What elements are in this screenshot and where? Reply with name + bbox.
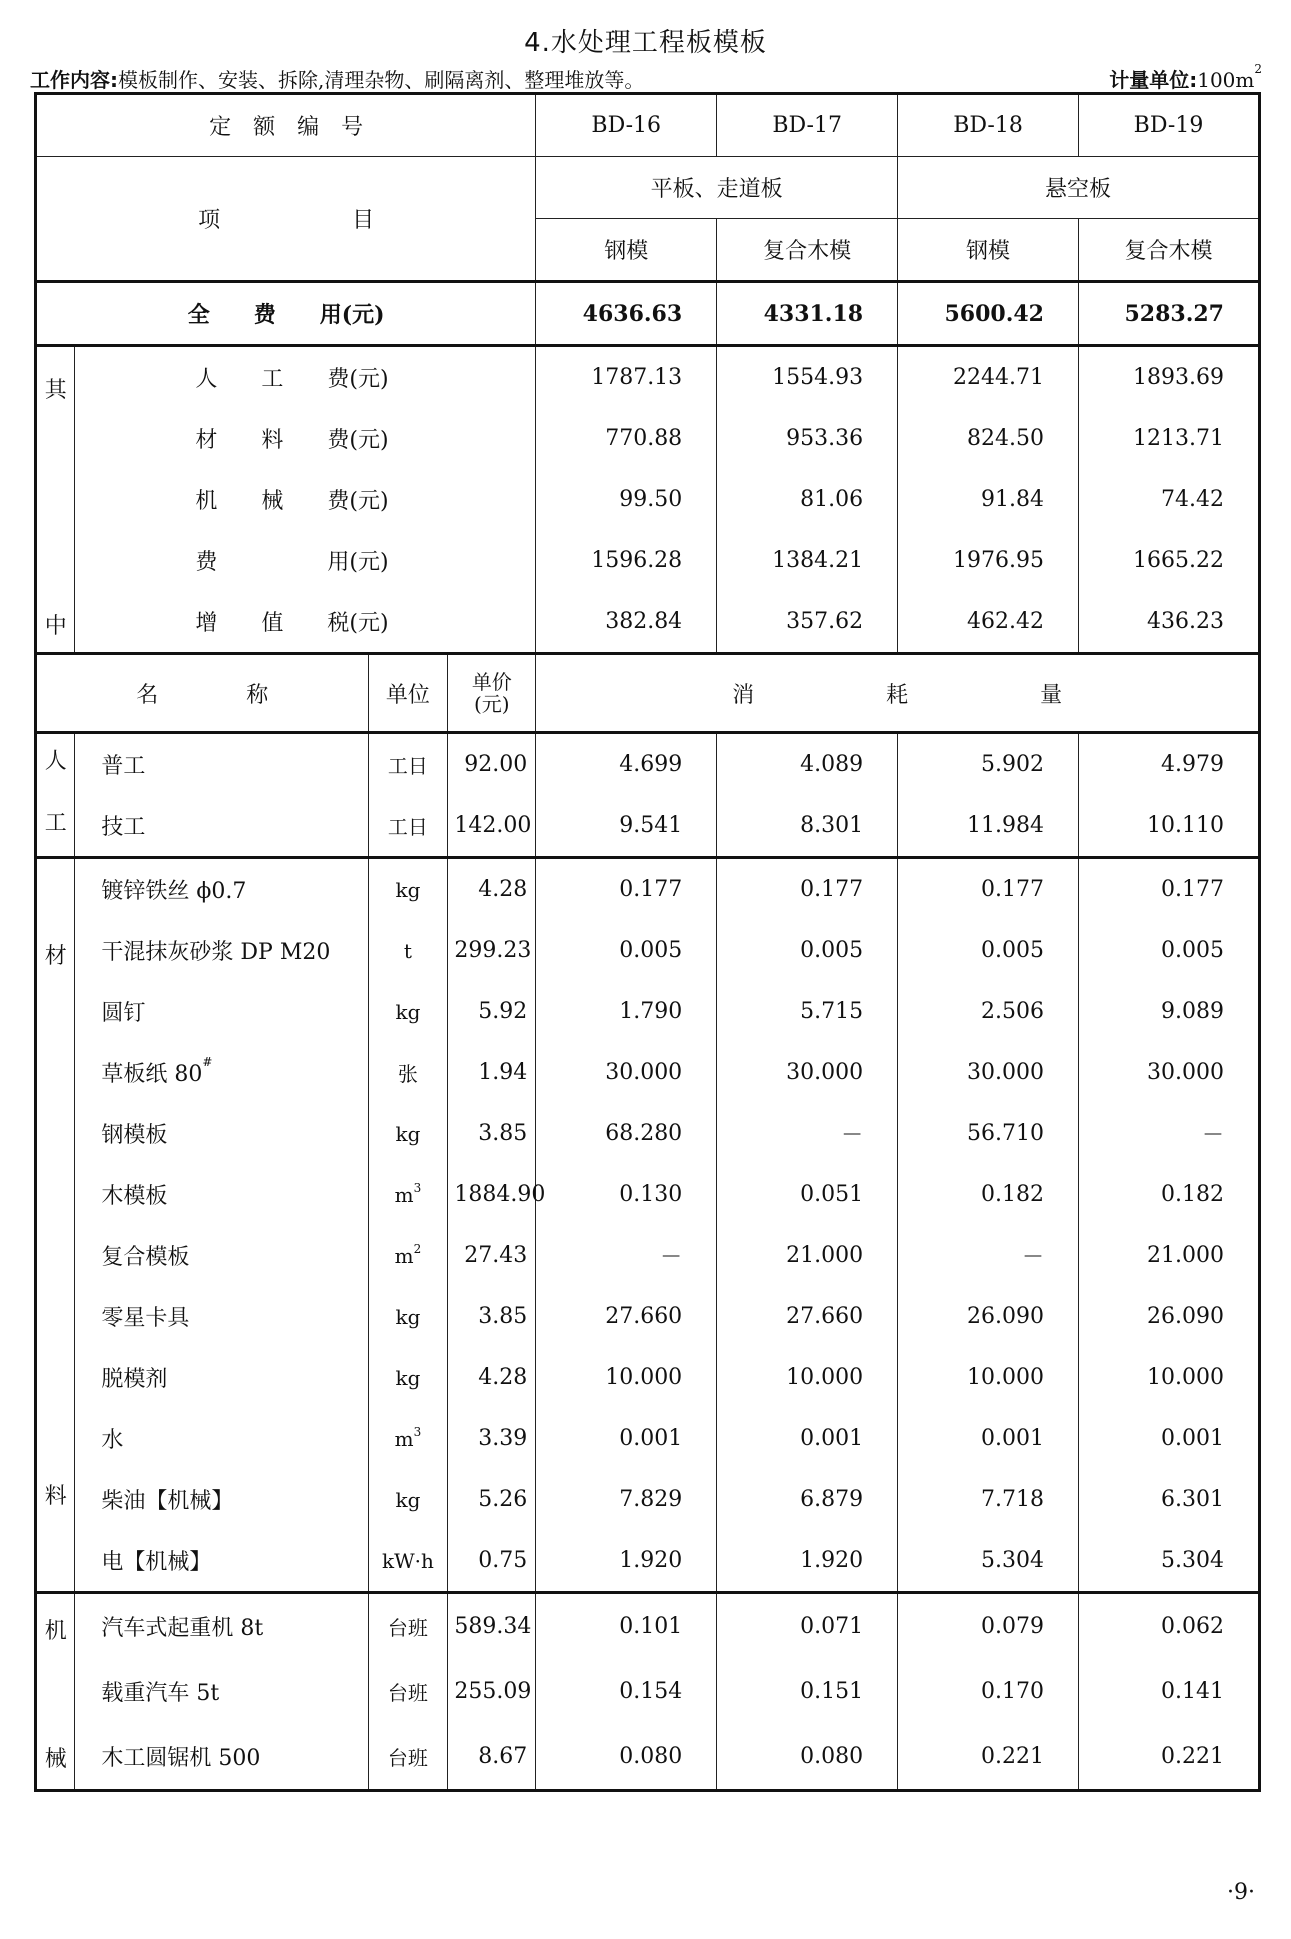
consumption-value: 6.301 [1079, 1469, 1260, 1530]
labor-unit-text: 工日 [387, 754, 428, 778]
consumption-value: 0.071 [717, 1593, 898, 1660]
total-value: 5600.42 [898, 282, 1079, 346]
page-title: 4.水处理工程板模板 [524, 28, 767, 58]
labor-price: 92.00 [448, 733, 536, 796]
breakdown-label: 费 用(元) [75, 530, 536, 591]
breakdown-value: 953.36 [717, 408, 898, 469]
breakdown-value: 81.06 [717, 469, 898, 530]
breakdown-value: 1213.71 [1079, 408, 1260, 469]
labor-price: 142.00 [448, 795, 536, 858]
material-name-text: 柴油【机械】 [101, 1489, 234, 1514]
machinery-row [36, 1593, 1260, 1660]
consumption-value: 0.130 [536, 1164, 717, 1225]
consumption-value: － [536, 1225, 717, 1286]
breakdown-value: 1893.69 [1079, 346, 1260, 409]
consumption-value: 8.301 [717, 795, 898, 858]
breakdown-side-top: 其 [44, 378, 67, 403]
breakdown-value: 824.50 [898, 408, 1079, 469]
material-row [36, 1103, 1260, 1164]
material-name-text: 电【机械】 [101, 1550, 212, 1575]
code-cell: BD-17 [717, 94, 898, 157]
measurement-unit [1109, 64, 1262, 93]
material-unit-superscript: 3 [413, 1180, 422, 1195]
consumption-value: 0.062 [1079, 1593, 1260, 1660]
consumption-value: 0.170 [898, 1659, 1079, 1724]
breakdown-value: 1665.22 [1079, 530, 1260, 591]
material-price: 1.94 [448, 1042, 536, 1103]
breakdown-label: 人 工 费(元) [75, 346, 536, 409]
consumption-value: 0.177 [536, 858, 717, 921]
machinery-name [75, 1659, 368, 1724]
material-row [36, 1408, 1260, 1469]
material-price: 5.26 [448, 1469, 536, 1530]
consumption-header: 消 耗 量 [536, 654, 1260, 733]
material-unit-text: kg [395, 1487, 421, 1512]
consumption-value: 30.000 [1079, 1042, 1260, 1103]
material-name [75, 858, 368, 921]
material-unit-text: kg [395, 999, 421, 1024]
machinery-side-top: 机 [44, 1619, 67, 1644]
machinery-unit-text: 台班 [387, 1681, 428, 1705]
machinery-row [36, 1724, 1260, 1791]
consumption-value: 0.221 [1079, 1724, 1260, 1791]
material-name [75, 1408, 368, 1469]
consumption-value: 7.829 [536, 1469, 717, 1530]
machinery-price: 255.09 [448, 1659, 536, 1724]
consumption-value: 5.304 [1079, 1530, 1260, 1593]
breakdown-value: 1596.28 [536, 530, 717, 591]
material-unit-text: m [394, 1182, 414, 1207]
material-unit-text: kg [395, 1304, 421, 1329]
consumption-value: 0.001 [1079, 1408, 1260, 1469]
code-cell: BD-18 [898, 94, 1079, 157]
material-name-text: 脱模剂 [101, 1367, 168, 1392]
material-price: 0.75 [448, 1530, 536, 1593]
price-header [448, 654, 536, 733]
material-row [36, 858, 1260, 921]
labor-unit [368, 733, 448, 796]
subtype-cell: 钢模 [898, 219, 1079, 282]
consumption-value: 1.920 [717, 1530, 898, 1593]
machinery-price: 8.67 [448, 1724, 536, 1791]
material-unit [368, 1530, 448, 1593]
material-unit-text: kg [395, 877, 421, 902]
consumption-value: 27.660 [717, 1286, 898, 1347]
consumption-value: 10.000 [717, 1347, 898, 1408]
consumption-value: 68.280 [536, 1103, 717, 1164]
consumption-value: 9.541 [536, 795, 717, 858]
consumption-value: 0.182 [1079, 1164, 1260, 1225]
machinery-name [75, 1593, 368, 1660]
consumption-value: 0.005 [717, 920, 898, 981]
material-price: 3.85 [448, 1286, 536, 1347]
material-price: 3.39 [448, 1408, 536, 1469]
breakdown-value: 1554.93 [717, 346, 898, 409]
consumption-value: 0.001 [898, 1408, 1079, 1469]
breakdown-side-label [36, 346, 75, 654]
material-unit [368, 1469, 448, 1530]
consumption-value: 5.902 [898, 733, 1079, 796]
consumption-value: 26.090 [1079, 1286, 1260, 1347]
consumption-value: 6.879 [717, 1469, 898, 1530]
breakdown-value: 1384.21 [717, 530, 898, 591]
material-unit [368, 1164, 448, 1225]
material-row [36, 920, 1260, 981]
unit-label: 计量单位: [1109, 68, 1198, 92]
machinery-name-text: 木工圆锯机 500 [101, 1746, 261, 1771]
column-header-row [36, 654, 1260, 733]
breakdown-row [36, 469, 1260, 530]
consumption-value: 7.718 [898, 1469, 1079, 1530]
consumption-value: 2.506 [898, 981, 1079, 1042]
material-unit-text: kg [395, 1365, 421, 1390]
material-unit [368, 858, 448, 921]
breakdown-value: 1976.95 [898, 530, 1079, 591]
material-unit-text: m [394, 1426, 414, 1451]
breakdown-value: 2244.71 [898, 346, 1079, 409]
breakdown-value: 99.50 [536, 469, 717, 530]
code-cell: BD-16 [536, 94, 717, 157]
material-name-text: 木模板 [101, 1184, 168, 1209]
machinery-unit [368, 1593, 448, 1660]
material-side-label [36, 858, 75, 1593]
consumption-value: 0.154 [536, 1659, 717, 1724]
material-row [36, 1042, 1260, 1103]
material-price: 27.43 [448, 1225, 536, 1286]
consumption-value: 10.000 [898, 1347, 1079, 1408]
consumption-value: 56.710 [898, 1103, 1079, 1164]
breakdown-value: 382.84 [536, 591, 717, 654]
machinery-name-text: 载重汽车 5t [101, 1681, 220, 1706]
material-unit [368, 1103, 448, 1164]
consumption-value: 1.790 [536, 981, 717, 1042]
machinery-side-bottom: 械 [44, 1747, 67, 1772]
consumption-value: 4.979 [1079, 733, 1260, 796]
breakdown-value: 436.23 [1079, 591, 1260, 654]
consumption-value: 0.051 [717, 1164, 898, 1225]
material-unit-text: kW·h [381, 1548, 434, 1573]
material-name-superscript: # [202, 1055, 213, 1069]
labor-name [75, 733, 368, 796]
group-cell: 平板、走道板 [536, 157, 898, 219]
code-row [36, 94, 1260, 157]
material-name [75, 920, 368, 981]
labor-side-label [36, 733, 75, 858]
material-unit [368, 1042, 448, 1103]
material-side-top: 材 [44, 944, 67, 969]
consumption-value: 0.005 [1079, 920, 1260, 981]
material-price: 4.28 [448, 858, 536, 921]
total-value: 4636.63 [536, 282, 717, 346]
material-name-text: 复合模板 [101, 1245, 190, 1270]
material-side-bottom: 料 [44, 1484, 67, 1509]
material-name [75, 981, 368, 1042]
consumption-value: 0.177 [898, 858, 1079, 921]
consumption-value: 0.001 [717, 1408, 898, 1469]
consumption-value: 0.101 [536, 1593, 717, 1660]
work-content-line [30, 64, 1262, 92]
material-name-text: 干混抹灰砂浆 DP M20 [101, 940, 331, 965]
material-price: 5.92 [448, 981, 536, 1042]
consumption-value: 10.000 [1079, 1347, 1260, 1408]
price-header-line1: 单价 [471, 670, 512, 694]
material-unit-text: t [403, 938, 412, 963]
breakdown-label: 机 械 费(元) [75, 469, 536, 530]
consumption-value: 0.005 [536, 920, 717, 981]
consumption-value: － [717, 1103, 898, 1164]
machinery-unit [368, 1659, 448, 1724]
material-name [75, 1225, 368, 1286]
material-unit-superscript: 2 [413, 1241, 422, 1256]
consumption-value: 4.089 [717, 733, 898, 796]
group-row [36, 157, 1260, 219]
material-unit-text: 张 [397, 1062, 418, 1086]
breakdown-label: 增 值 税(元) [75, 591, 536, 654]
breakdown-row [36, 408, 1260, 469]
material-name-text: 零星卡具 [101, 1306, 190, 1331]
material-row [36, 1530, 1260, 1593]
consumption-value: 26.090 [898, 1286, 1079, 1347]
material-name-text: 镀锌铁丝 ϕ0.7 [101, 879, 247, 904]
breakdown-side-bottom: 中 [44, 614, 67, 639]
subtype-cell: 复合木模 [1079, 219, 1260, 282]
material-row [36, 1164, 1260, 1225]
price-header-line2: (元) [474, 692, 510, 716]
consumption-value: － [898, 1225, 1079, 1286]
consumption-value: 1.920 [536, 1530, 717, 1593]
consumption-value: 0.141 [1079, 1659, 1260, 1724]
material-name-text: 草板纸 80 [101, 1062, 203, 1087]
code-cell: BD-19 [1079, 94, 1260, 157]
machinery-price: 589.34 [448, 1593, 536, 1660]
consumption-value: 27.660 [536, 1286, 717, 1347]
subtype-cell: 复合木模 [717, 219, 898, 282]
material-unit [368, 1347, 448, 1408]
consumption-value: 0.182 [898, 1164, 1079, 1225]
breakdown-row [36, 346, 1260, 409]
machinery-unit-text: 台班 [387, 1746, 428, 1770]
consumption-value: 30.000 [898, 1042, 1079, 1103]
breakdown-value: 91.84 [898, 469, 1079, 530]
name-header: 名 称 [36, 654, 369, 733]
material-unit-superscript: 3 [413, 1424, 422, 1439]
labor-side-top: 人 [44, 749, 67, 774]
machinery-row [36, 1659, 1260, 1724]
total-label: 全 费 用(元) [36, 282, 536, 346]
labor-name-text: 普工 [101, 754, 146, 779]
labor-unit-text: 工日 [387, 815, 428, 839]
material-name [75, 1164, 368, 1225]
material-name [75, 1286, 368, 1347]
unit-header: 单位 [368, 654, 448, 733]
breakdown-value: 1787.13 [536, 346, 717, 409]
labor-name [75, 795, 368, 858]
material-name [75, 1103, 368, 1164]
machinery-side-label [36, 1593, 75, 1791]
labor-row [36, 795, 1260, 858]
total-value: 4331.18 [717, 282, 898, 346]
material-unit [368, 981, 448, 1042]
breakdown-value: 357.62 [717, 591, 898, 654]
consumption-value: 9.089 [1079, 981, 1260, 1042]
material-row [36, 1347, 1260, 1408]
item-label: 项 目 [36, 157, 536, 282]
group-cell: 悬空板 [898, 157, 1260, 219]
breakdown-value: 74.42 [1079, 469, 1260, 530]
material-name [75, 1042, 368, 1103]
material-name-text: 钢模板 [101, 1123, 168, 1148]
breakdown-value: 462.42 [898, 591, 1079, 654]
material-unit-text: kg [395, 1121, 421, 1146]
total-value: 5283.27 [1079, 282, 1260, 346]
consumption-value: 30.000 [536, 1042, 717, 1103]
consumption-value: 11.984 [898, 795, 1079, 858]
consumption-value: － [1079, 1103, 1260, 1164]
quota-table [34, 92, 1261, 1792]
material-price: 3.85 [448, 1103, 536, 1164]
material-name-text: 水 [101, 1428, 124, 1453]
machinery-unit-text: 台班 [387, 1616, 428, 1640]
consumption-value: 0.080 [536, 1724, 717, 1791]
material-price: 4.28 [448, 1347, 536, 1408]
labor-name-text: 技工 [101, 815, 146, 840]
page-number: ·9· [1227, 1880, 1255, 1905]
consumption-value: 5.304 [898, 1530, 1079, 1593]
breakdown-row [36, 530, 1260, 591]
consumption-value: 4.699 [536, 733, 717, 796]
work-content-label: 工作内容: [30, 68, 118, 92]
labor-row [36, 733, 1260, 796]
breakdown-row [36, 591, 1260, 654]
material-name-text: 圆钉 [101, 1001, 146, 1026]
total-row [36, 282, 1260, 346]
unit-value: 100m [1197, 68, 1255, 92]
consumption-value: 10.000 [536, 1347, 717, 1408]
material-unit [368, 1408, 448, 1469]
code-label: 定 额 编 号 [36, 94, 536, 157]
consumption-value: 5.715 [717, 981, 898, 1042]
labor-unit [368, 795, 448, 858]
material-unit [368, 1286, 448, 1347]
consumption-value: 0.177 [1079, 858, 1260, 921]
consumption-value: 0.001 [536, 1408, 717, 1469]
material-row [36, 981, 1260, 1042]
breakdown-value: 770.88 [536, 408, 717, 469]
work-content-text: 模板制作、安装、拆除,清理杂物、刷隔离剂、整理堆放等。 [118, 68, 645, 92]
consumption-value: 0.151 [717, 1659, 898, 1724]
labor-side-bottom: 工 [44, 811, 67, 836]
subtype-cell: 钢模 [536, 219, 717, 282]
consumption-value: 10.110 [1079, 795, 1260, 858]
breakdown-label: 材 料 费(元) [75, 408, 536, 469]
machinery-name [75, 1724, 368, 1791]
material-price: 1884.90 [448, 1164, 536, 1225]
consumption-value: 0.079 [898, 1593, 1079, 1660]
unit-superscript: 2 [1254, 62, 1262, 76]
material-unit [368, 1225, 448, 1286]
machinery-unit [368, 1724, 448, 1791]
material-unit-text: m [394, 1243, 414, 1268]
consumption-value: 0.005 [898, 920, 1079, 981]
material-name [75, 1347, 368, 1408]
material-row [36, 1286, 1260, 1347]
material-name [75, 1530, 368, 1593]
consumption-value: 30.000 [717, 1042, 898, 1103]
material-unit [368, 920, 448, 981]
material-row [36, 1469, 1260, 1530]
consumption-value: 0.221 [898, 1724, 1079, 1791]
consumption-value: 0.177 [717, 858, 898, 921]
consumption-value: 0.080 [717, 1724, 898, 1791]
material-row [36, 1225, 1260, 1286]
consumption-value: 21.000 [717, 1225, 898, 1286]
material-name [75, 1469, 368, 1530]
material-price: 299.23 [448, 920, 536, 981]
machinery-name-text: 汽车式起重机 8t [101, 1616, 264, 1641]
consumption-value: 21.000 [1079, 1225, 1260, 1286]
